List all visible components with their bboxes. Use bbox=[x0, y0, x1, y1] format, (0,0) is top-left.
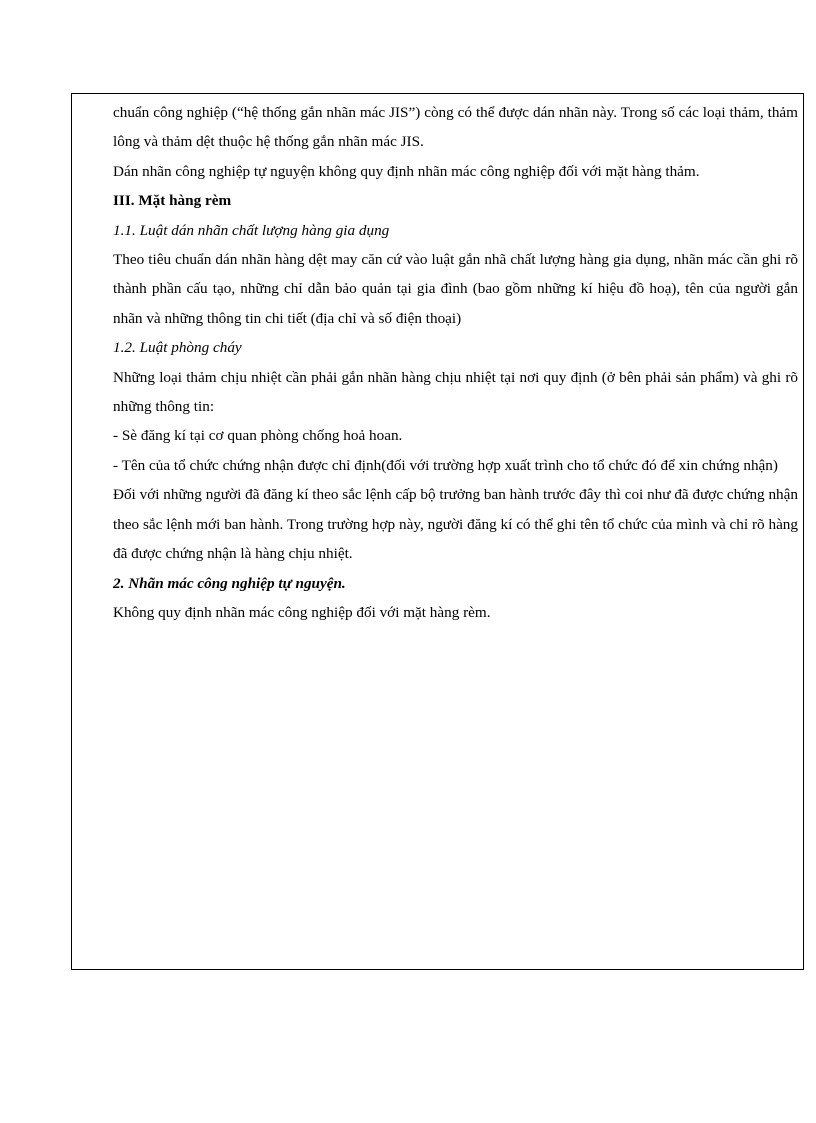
section-heading-curtains: III. Mặt hàng rèm bbox=[113, 192, 232, 210]
paragraph-textile-label-requirements: Theo tiêu chuẩn dán nhãn hàng dệt may căn cứ vào luật gắn nhã chất lượng hàng gia dụng, nhãn mác cần ghi rõ thành phần cấu tạo, những chỉ dẫn bảo quản tại gia đình (bao gồm những kí hiệu đồ hoạ), tên của người gắn nhãn và những thông tin chi tiết (địa chỉ và số điện thoại) bbox=[113, 251, 798, 327]
subheading-fire-prevention-law: 1.2. Luật phòng cháy bbox=[113, 339, 242, 357]
paragraph-ministerial-decree: Đối với những người đã đăng kí theo sắc lệnh cấp bộ trưởng ban hành trước đây thì coi như đã được chứng nhận theo sắc lệnh mới ban hành. Trong trường hợp này, người đăng kí có thể ghi tên tổ chức của mình và chỉ rõ hàng đã được chứng nhận là hàng chịu nhiệt. bbox=[113, 486, 798, 563]
paragraph-heat-resistant-carpets: Những loại thảm chịu nhiệt cần phải gắn nhãn hàng chịu nhiệt tại nơi quy định (ở bên phải sản phẩm) và ghi rõ những thông tin: bbox=[113, 368, 798, 416]
paragraph-voluntary-labeling-carpet: Dán nhãn công nghiệp tự nguyện không quy định nhãn mác công nghiệp đối với mặt hàng thảm. bbox=[113, 162, 700, 180]
paragraph-jis-labeling: chuẩn công nghiệp (“hệ thống gắn nhãn mác JIS”) còng có thể được dán nhãn này. Trong số các loại thảm, thảm lông và thảm dệt thuộc hệ thống gắn nhãn mác JIS. bbox=[113, 104, 798, 151]
subheading-household-quality-law: 1.1. Luật dán nhãn chất lượng hàng gia dụng bbox=[113, 221, 390, 239]
document-body bbox=[113, 98, 798, 627]
subheading-voluntary-industrial-label: 2. Nhãn mác công nghiệp tự nguyện. bbox=[113, 574, 346, 592]
list-item-certifying-organization: - Tên của tổ chức chứng nhận được chỉ định(đối với trường hợp xuất trình cho tổ chức đó để xin chứng nhận) bbox=[113, 456, 778, 474]
paragraph-no-curtain-label: Không quy định nhãn mác công nghiệp đối với mặt hàng rèm. bbox=[113, 603, 491, 621]
list-item-registration-number: - Sè đăng kí tại cơ quan phòng chống hoả hoan. bbox=[113, 427, 403, 445]
